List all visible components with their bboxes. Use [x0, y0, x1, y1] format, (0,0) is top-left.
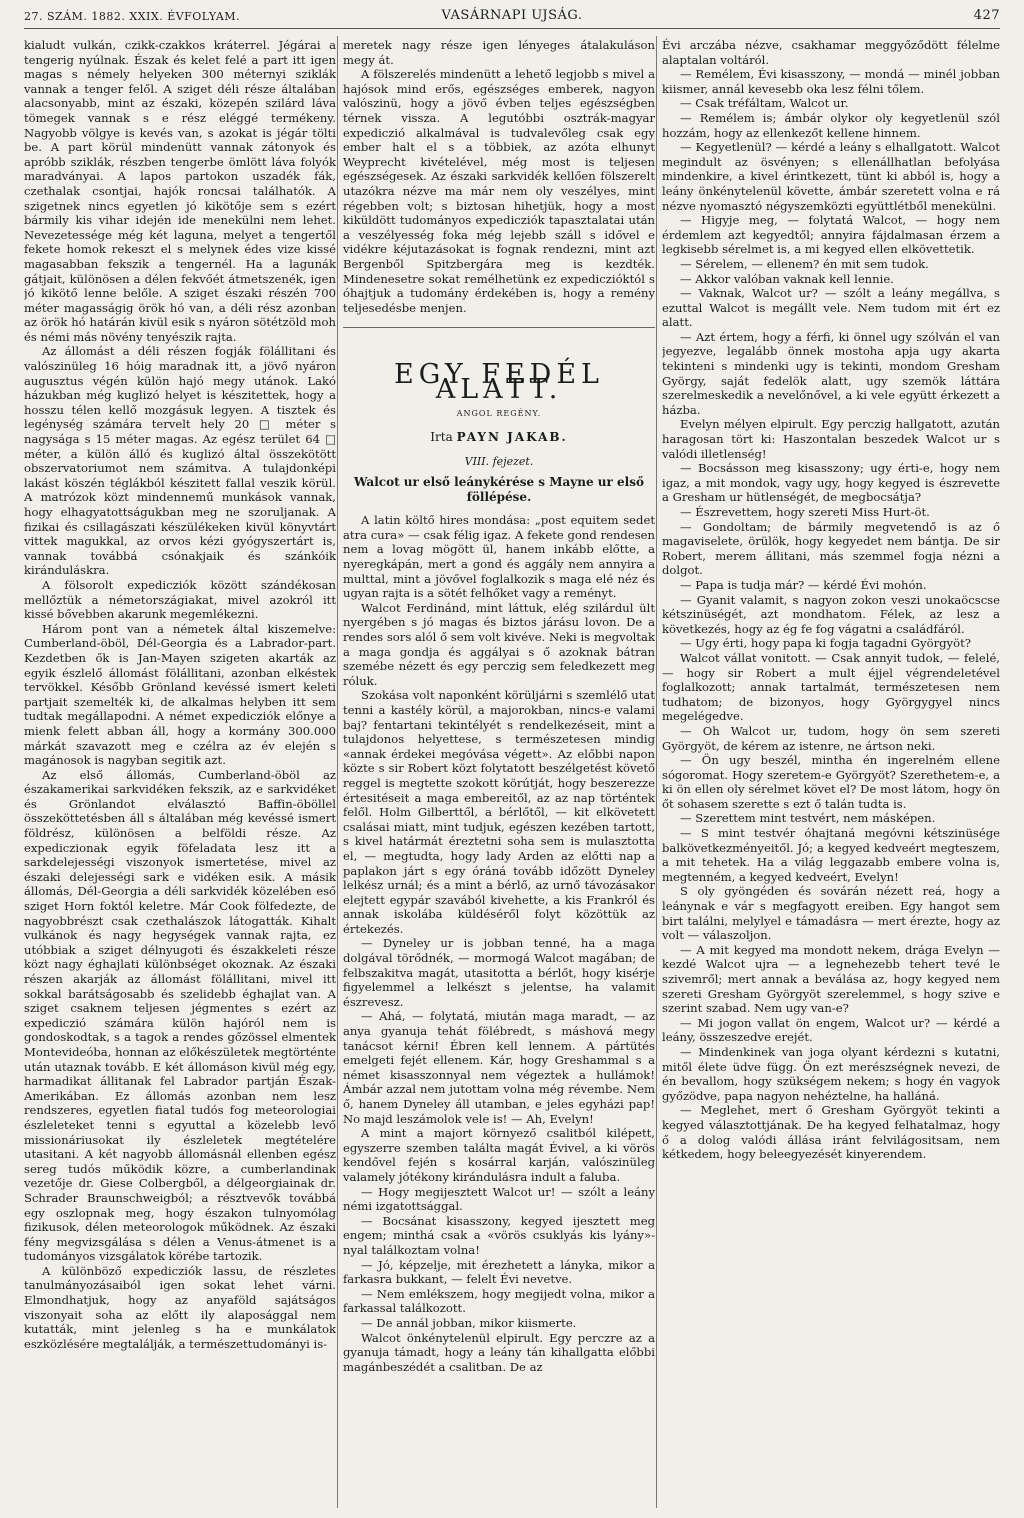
paragraph: Három pont van a németek által kiszemelve: Cumberland-öböl, Dél-Georgia és a Labrador-part. Kezdetben ők is Jan-Mayen szigeten akarták az egyik észlelő állomást fölállitani, azonban elkéstek tervökkel. Később Grönland kevéssé ismert keleti partjait szemelték ki, de alkalmas helyben itt sem tudtak megállapodni. A német expedicziók előnye a mienk felett abban áll, hogy a kormány 300.000 márkát szavazott meg e czélra az év elején s magánosok is nagyban segitik azt. — [24, 621, 336, 768]
paragraph: Evelyn mélyen elpirult. Egy perczig hallgatott, azután haragosan tört ki: Haszontalan beszedek Walcot ur s valódi illetlenség! — [662, 417, 1000, 461]
paragraph: — Ugy érti, hogy papa ki fogja tagadni Györgyöt? — [680, 636, 971, 651]
paragraph: Szokása volt naponként körüljárni s szemlélő utat tenni a kastély körül, a majorokban, nincs-e valami baj? fentartani tekintélyét s rendelkezéseit, mint a tulajdonos helyettese, s természetesen mindig «annak érdekei megóvása végett». Az előbbi napon közte s sir Robert közt folytatott beszélgetést követő reggel is megtette szokott körútját, hogy beszerezze értesitéseit a maga embereitől, az az nap történtek felől. Holm Gilberttől, a bérlőtől, — kit elkövetett csalásai miatt, mint tudjuk, egészen kezében tartott, s kivel határmát éreztetni soha sem is mulasztotta el, — megtudta, hogy lady Arden az előtti nap a paplakon járt s egy óráná tovább időzött Dyneley lelkész urnál; és a mint a bérlő, az urnő távozásakor elejtett egypár szavából kivehette, a kis Frankról és annak iskolába küldéséről folyt közöttük az értekezés. — [343, 688, 655, 936]
paragraph: — Remélem is; ámbár olykor oly kegyetlenül szól hozzám, hogy az ellenkezőt kellene hinnem. — [662, 110, 1000, 140]
paragraph: — Csak tréfáltam, Walcot ur. — [680, 96, 849, 111]
paragraph: — S mint testvér óhajtaná megóvni kétszinüsége balkövetkezményeitől. Jó; a kegyed kedveért megteszem, a mit tehetek. Ha a világ leggazabb embere volna is, megtenném, a kegyed kedveért, Evelyn! — [662, 826, 1000, 884]
issue-info: 27. SZÁM. 1882. XXIX. ÉVFOLYAM. — [24, 10, 241, 23]
paragraph: A fölszerelés mindenütt a lehető legjobb s mivel a hajósok mind erős, egészséges emberek, nagyon valószinü, hogy a jövő évben teljes egészségben térnek vissza. A legutóbbi osztrák-magyar expediczió alkalmával is tudvalevőleg csak egy ember halt el s a többiek, az azóta elhunyt Weyprecht kivételével, még most is teljesen egészségesek. Az északi sarkvidék kellően fölszerelt utazókra nézve ma már nem oly veszélyes, mint régebben volt; s biztosan hihetjük, hogy a most kiküldött tudományos expedicziók tapasztalatai után a veszélyesség foka még lejebb száll s idővel e vidékre kéjutazásokat is fognak rendezni, mint azt Bergenből Spitzbergára meg is kezdték. Mindenesetre sokat remélhetünk ez expediczióktól s óhajtjuk a tudomány érdekében is, hogy a remény teljesedésbe menjen. — [343, 67, 655, 315]
paragraph: — Hogy megijesztett Walcot ur! — szólt a leány némi izgatottsággal. — [343, 1184, 655, 1214]
paragraph: A fölsorolt expedicziók között szándékosan mellőztük a németországiakat, mivel azokról itt kissé bővebben akarunk megemlékezni. — [24, 577, 336, 622]
paragraph: Walcot vállat vonitott. — Csak annyit tudok, — felelé, — hogy sir Robert a mult éjjel végrendeletével foglalkozott; annak tartalmát, természetesen nem tudhatom; de bizonyos, hogy Györgygyel nincs megelégedve. — [662, 650, 1000, 724]
paragraph: — Gondoltam; de bármily megvetendő is az ő magaviselete, örülök, hogy kegyedet nem bántja. De sir Robert, merem állitani, más szemmel fogja nézni a dolgot. — [662, 519, 1000, 578]
column-3 — [662, 38, 1000, 1508]
section-divider — [343, 327, 655, 328]
paragraph: A különböző expedicziók lassu, de részletes tanulmányozásaiból igen sokat lehet várni. Elmondhatjuk, hogy az anyaföld sajátságos viszonyait soha az előtt ily alaposággal nem kutatták, mint jelenleg s ha e munkálatok eszközlésére megtalálják, a természettudományi is- — [24, 1263, 336, 1351]
paragraph: — Azt értem, hogy a férfi, ki önnel ugy szólván el van jegyezve, legalább önnek mostoha apja ugy akarta tekinteni s mindenki ugy is tekinti, mondom Gresham György, saját fedelök alatt, ugy szemök láttára szerelmeskedik a nevelőnővel, a ki vele együtt érkezett a házba. — [662, 329, 1000, 417]
byline-prefix: Irta — [430, 430, 453, 445]
page-header — [24, 6, 1000, 29]
column-rule-1 — [337, 36, 338, 1508]
paragraph: kialudt vulkán, czikk-czakkos kráterrel. Jégárai a tengerig nyúlnak. Észak és kelet felé a part itt igen magas s némely helyeken 300 méternyi sziklák vannak a tenger felől. A sziget déli része általában alacsonyabb, mint az északi, közepén szilárd láva tömegek vannak s e rész eléggé termékeny. Nagyobb völgye is kevés van, s azokat is jégár tölti be. A part körül mindenütt vannak zátonyok és apróbb sziklák, részben tengerbe ömlött láva folyók maradványai. A lapos partokon uszadék fák, czethalak csontjai, hajók roncsai találhatók. A szigetnek nincs egyetlen jó kikötője sem s ezért bármily kis vihar idején ide menekülni nem lehet. Nevezetessége még két laguna, melyet a tengertől fekete homok rekeszt el s melynek édes vize kissé magasabban fekszik a tengernél. Ha a lagunák gátjait, különösen a délen fekvőét átmetszenék, igen jó kikötő lenne belőle. A sziget északi részén 700 méter magasságig örök hó van, a déli rész azonban az örök hó határán kivül esik s nyáron sötétzöld moh és némi más növény tenyészik rajta. — [24, 38, 336, 344]
paragraph: — Jó, képzelje, mit érezhetett a lányka, mikor a farkasra bukkant, — felelt Évi nevetve. — [343, 1257, 655, 1287]
masthead: VASÁRNAPI UJSÁG. — [441, 8, 583, 23]
paragraph: — Meglehet, mert ő Gresham Györgyöt tekinti a kegyed választottjának. De ha kegyed felhatalmaz, hogy ő a dolog valódi állása iránt felvilágositsam, nem kétkedem, hogy beleegyezését kinyerendem. — [662, 1103, 1000, 1162]
author-name: PAYN JAKAB. — [456, 430, 568, 445]
paragraph: Walcot önkénytelenül elpirult. Egy perczre az a gyanuja támadt, hogy a leány tán kihallgatta előbbi magánbeszédét a csalitban. De az — [343, 1330, 655, 1374]
paragraph: A mint a majort környező csalitból kilépett, egyszerre szemben találta magát Évivel, a ki vörös kendővel fején s kosárral karján, valószinüleg valamely jótékony kirándulásra indult a faluba. — [343, 1126, 655, 1184]
paragraph: — Gyanit valamit, s nagyon zokon veszi unokaöcscse kétszinüségét, azt mondhatom. Félek, az lesz a következés, hogy az ég fe fog vágatni a családfáról. — [662, 592, 1000, 636]
novel-title: EGY FEDÉL ALATT. — [394, 359, 604, 405]
paragraph: — Akkor valóban vaknak kell lennie. — [680, 271, 894, 286]
paragraph: — Mindenkinek van joga olyant kérdezni s kutatni, mitől élete üdve függ. Ön ezt merészségnek nevezi, de én bevallom, hogy szükségem nekem; s hogy én vagyok győzödve, papa nagyon nehéztelne, ha halláná. — [662, 1044, 1000, 1103]
paragraph: — Remélem, Évi kisasszony, — mondá — minél jobban kiismer, annál kevesebb oka lesz félni tőlem. — [662, 67, 1000, 96]
novel-subtitle: ANGOL REGÉNY. — [456, 409, 542, 419]
paragraph: — Vaknak, Walcot ur? — szólt a leány megállva, s ezuttal Walcot is megállt vele. Nem tudom mit ért ez alatt. — [662, 286, 1000, 330]
paragraph: — Szerettem mint testvért, nem másképen. — [680, 811, 936, 826]
paragraph: — Dyneley ur is jobban tenné, ha a maga dolgával törődnék, — mormogá Walcot magában; de felbszakitva magát, utasitotta a bérlőt, hogy kisérje figyelemmel a lelkészt s jelentse, ha valamit észrevesz. — [343, 936, 655, 1009]
paragraph: — Észrevettem, hogy szereti Miss Hurt-öt. — [680, 505, 930, 519]
paragraph: — Bocsánat kisasszony, kegyed ijesztett meg engem; minthá csak a «vörös csuklyás kis lyány»-nyal találkoztam volna! — [343, 1213, 655, 1257]
paragraph: Évi arczába nézve, csakhamar meggyőződött félelme alaptalan voltáról. — [662, 38, 1000, 67]
paragraph: S oly gyöngéden és sovárán nézett reá, hogy a leánynak e vár s megfagyott ereiben. Egy hangot sem birt találni, melylyel e támadásra — mert érezte, hogy az volt — válaszoljon. — [662, 884, 1000, 943]
paragraph: — Nem emlékszem, hogy megijedt volna, mikor a farkassal találkozott. — [343, 1286, 655, 1316]
column-2 — [343, 38, 655, 1508]
paragraph: Walcot Ferdinánd, mint láttuk, elég szilárdul ült nyergében s jó magas és biztos járásu lovon. De a rendes sors alól ő sem volt kivéve. Neki is megvoltak a maga gondja és aggályai s ő azoknak bátran szemébe nézett és egy perczig sem feledkezett meg róluk. — [343, 600, 655, 688]
paragraph: — Higyje meg, — folytatá Walcot, — hogy nem érdemlem azt kegyedtől; annyira fájdalmasan érzem a legkisebb sérelmet is, a mi kegyed ellen elkövettetik. — [662, 213, 1000, 257]
paragraph: meretek nagy része igen lényeges átalakuláson megy át. — [343, 38, 655, 67]
chapter-title: Walcot ur első leánykérése s Mayne ur első föllépése. — [354, 475, 644, 505]
paragraph: — A mit kegyed ma mondott nekem, drága Evelyn — kezdé Walcot ujra — a legnehezebb tehert tevé le szivemről; mert annak a beválása az, hogy kegyed nem szereti Gresham Györgyöt szerelemmel, s hogy szive e szerint szabad. Nem ugy van-e? — [662, 942, 1000, 1016]
paragraph: — Kegyetlenül? — kérdé a leány s elhallgatott. Walcot megindult az ösvényen; s ellenállhatlan befolyása mindenkire, a kivel érintkezett, tünt ki abból is, hogy a leány önkénytelenül követte, ámbár szeretett volna e rá nézve nyomasztó négyszemközti együttlétből menekülni. — [662, 140, 1000, 213]
paragraph: — Ahá, — folytatá, miután maga maradt, — az anya gyanuja tehát fölébredt, s máshová megy tanácsot kérni! Ébren kell lennem. A pártütés emelgeti fejét ellenem. Kár, hogy Greshammal s a német kisasszonnyal nem végeztek a hullámok! Ámbár azzal nem jutottam volna még révembe. Nem ő, hanem Dyneley áll utamban, e jeles egyházi pap! No majd leszámolok vele is! — Ah, Evelyn! — [343, 1009, 655, 1126]
page-number: 427 — [973, 8, 1000, 23]
paragraph: — Papa is tudja már? — kérdé Évi mohón. — [680, 577, 927, 592]
paragraph: Az állomást a déli részen fogják fölállitani és valószinüleg 16 hóig maradnak itt, a jövő nyáron augusztus végén külön hajó megy utánok. Lakó házukban még kuglizó helyet is készitettek, hogy a hosszu télen kellő mozgásuk legyen. A tisztek és legénység számára tervelt hely 20 □ méter s nagysága s 15 méter magas. Az egész terület 64 □ méter, a külön álló és kuglizó által összekötött obszervatoriumot nem számitva. A tulajdonképi lakást köszén téglákból készitett fallal veszik körül. A matrózok közt mindennemű munkások vannak, hogy elhagyatottságukban meg ne szoruljanak. A fizikai és csillagászati készülékeken kivül könyvtárt vittek magukkal, az orvos kézi gyógyszertárt is, vannak továbbá csónakjaik és szánkóik kiránduláskra. — [24, 344, 336, 578]
chapter-number: VIII. fejezet. — [464, 454, 534, 468]
paragraph: — Ön ugy beszél, mintha én ingerelném ellene sógoromat. Hogy szeretem-e Györgyöt? Szerethetem-e, a ki ön ellen oly sérelmet követ el? De most látom, hogy ön őt sohasem szerette s ezt ő talán tudta is. — [662, 753, 1000, 811]
paragraph: — De annál jobban, mikor kiismerte. — [361, 1315, 577, 1330]
paragraph: — Bocsásson meg kisasszony; ugy érti-e, hogy nem igaz, a mit mondok, vagy ugy, hogy kegyed is észrevette a Gresham ur hütlenségét, de megbocsátja? — [662, 461, 1000, 505]
paragraph: — Mi jogon vallat ön engem, Walcot ur? — kérdé a leány, összeszedve erejét. — [662, 1015, 1000, 1045]
paragraph: Az első állomás, Cumberland-öböl az északamerikai sarkvidéken fekszik, az e sarkvidéket és Grönlandot elválasztó Baffin-öböllel összeköttetésben áll s általában még kevéssé ismert földrész, különösen a belföldi része. Az expediczionak egyik föfeladata lesz itt a sarkdelejességi viszonyok ismertetése, mivel az északi delejességi sark e vidéken esik. A másik állomás, Dél-Georgia a déli sarkvidék közelében eső sziget Horn foktól keletre. Már Cook fölfedezte, de nagyobbrészt csak czethalászok látogatták. Kihalt vulkánok és nagy hegységek vannak rajta, ez utóbbiak a sziget délnyugoti és északkeleti része közt nagy éghajlati különbséget okoznak. Az északi részen akarják az állomást fölállitani, mivel itt sokkal barátságosabb és szelidebb éghajlat van. A sziget csaknem teljesen jégmentes s ezért az expediczió számára külön hajóról nem is gondoskodtak, s a tagok a rendes gőzössel elmentek Montevideóba, honnan az előkészületek megtörténte után utaznak tovább. E két állomáson kivül még egy, harmadikat állitanak fel Labrador partján Észak-Amerikában. Ez állomás azonban nem lesz rendszeres, egyetlen fiatal tudós fog meteorologiai észleleteket tenni s egyuttal a közelebb levő missionáriusokat ily észleletek megtételére utasitani. A két nagyobb állomásnál ellenben egész sereg tudós működik közre, a cumberlandinak vezetője dr. Giese Colbergből, a délgeorgiainak dr. Schrader Braunschweigból; a résztvevők továbbá egy oszlopnak meg, hogy északon tulnyomólag fizikusok, délen meteorologok működnek. Az északi fény megvizsgálása s délen a Venus-átmenet is a tudományos vizsgálatok körébe tartozik. — [24, 767, 336, 1264]
paragraph: — Oh Walcot ur, tudom, hogy ön sem szereti Györgyöt, de kérem az istenre, ne ártson neki. — [662, 723, 1000, 753]
paragraph: A latin költő hires mondása: „post equitem sedet atra cura» — csak félig igaz. A fekete gond rendesen nem a lovag mögött ül, hanem inkább előtte, a nyeregkápán, mert a gond és aggály nem annyira a multtal, mint a jövővel foglalkozik s maga elé néz és ugyan rajta is a sötét felhőket vagy a reményt. — [343, 513, 655, 601]
byline — [343, 430, 655, 445]
column-1 — [24, 38, 336, 1508]
column-rule-2 — [656, 36, 657, 1508]
paragraph: — Sérelem, — ellenem? én mit sem tudok. — [680, 256, 929, 271]
